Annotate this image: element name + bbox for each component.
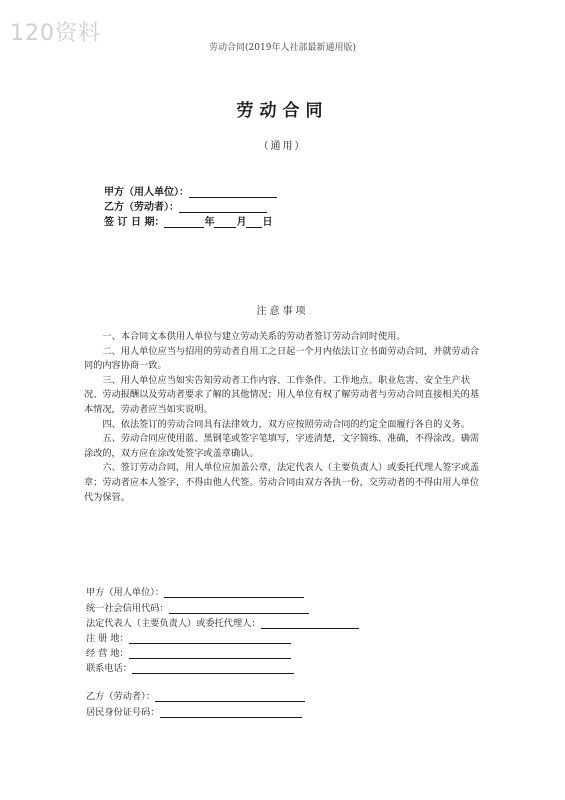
business-address-row (86, 645, 291, 659)
employee-party-label: 乙方（劳动者）： (86, 691, 155, 702)
party-b-row (104, 198, 267, 213)
notice-item: 四、依法签订的劳动合同具有法律效力，双方应按照劳动合同的约定全面履行各自的义务。 (102, 418, 470, 430)
employer-party-row (86, 584, 304, 598)
notice-item: 一、本合同文本供用人单位与建立劳动关系的劳动者签订劳动合同时使用。 (102, 331, 406, 342)
employee-party-row (86, 688, 305, 702)
month-blank[interactable] (214, 217, 236, 228)
party-a-label: 甲方（用人单位）： (104, 187, 189, 198)
registered-address-label: 注 册 地： (86, 633, 129, 644)
phone-blank[interactable] (132, 663, 294, 674)
phone-label: 联系电话： (86, 663, 132, 674)
notice-body (84, 330, 484, 505)
document-subtitle: （通用） (258, 141, 307, 152)
registered-address-blank[interactable] (129, 633, 291, 644)
id-number-row (86, 704, 302, 718)
legal-rep-label: 法定代表人（主要负责人）或委托代理人： (86, 618, 261, 629)
employer-party-blank[interactable] (164, 587, 304, 598)
party-b-label: 乙方（劳动者）： (104, 202, 179, 213)
document-title: 劳动合同 (236, 101, 329, 121)
business-address-blank[interactable] (129, 648, 291, 659)
credit-code-label: 统一社会信用代码： (86, 603, 169, 614)
id-number-blank[interactable] (160, 707, 302, 718)
day-blank[interactable] (246, 217, 262, 228)
watermark: 120资料 (10, 21, 101, 46)
party-a-row (104, 183, 277, 198)
id-number-label: 居民身份证号码： (86, 707, 160, 718)
party-a-blank[interactable] (189, 187, 277, 198)
notice-title: 注意事项 (256, 306, 309, 317)
sign-date-label: 签 订 日 期： (104, 217, 165, 228)
legal-rep-row (86, 615, 359, 629)
notice-item: 二、用人单位应当与招用的劳动者自用工之日起一个月内依法订立书面劳动合同，并就劳动合同的内容协商一致。 (84, 345, 480, 372)
employee-party-blank[interactable] (155, 691, 305, 702)
business-address-label: 经 营 地： (86, 648, 129, 659)
sign-date-row (104, 213, 272, 228)
phone-row (86, 660, 294, 674)
legal-rep-blank[interactable] (261, 618, 359, 629)
notice-item: 六、签订劳动合同，用人单位应加盖公章，法定代表人（主要负责人）或委托代理人签字或盖章；劳动者应本人签字，不得由他人代签。劳动合同由双方各执一份，交劳动者的不得由用人单位代为保管。 (84, 462, 480, 503)
notice-item: 五、劳动合同应使用蓝、黑钢笔或签字笔填写，字迹清楚，文字简练、准确，不得涂改。确需涂改的，双方应在涂改处签字或盖章确认。 (84, 433, 480, 459)
credit-code-blank[interactable] (169, 603, 309, 614)
employer-party-label: 甲方（用人单位）： (86, 587, 165, 598)
registered-address-row (86, 630, 291, 644)
year-label: 年 (204, 217, 215, 228)
credit-code-row (86, 600, 309, 614)
page-header: 劳动合同(2019年人社部最新通用版) (209, 43, 356, 53)
year-blank[interactable] (164, 217, 204, 228)
party-b-blank[interactable] (179, 202, 267, 213)
notice-item: 三、用人单位应当如实告知劳动者工作内容、工作条件、工作地点、职业危害、安全生产状况、劳动报酬以及劳动者要求了解的其他情况；用人单位有权了解劳动者与劳动合同直接相关的基本情况，劳动者应当如实说明。 (84, 374, 480, 415)
month-label: 月 (236, 217, 247, 228)
day-label: 日 (262, 217, 273, 228)
